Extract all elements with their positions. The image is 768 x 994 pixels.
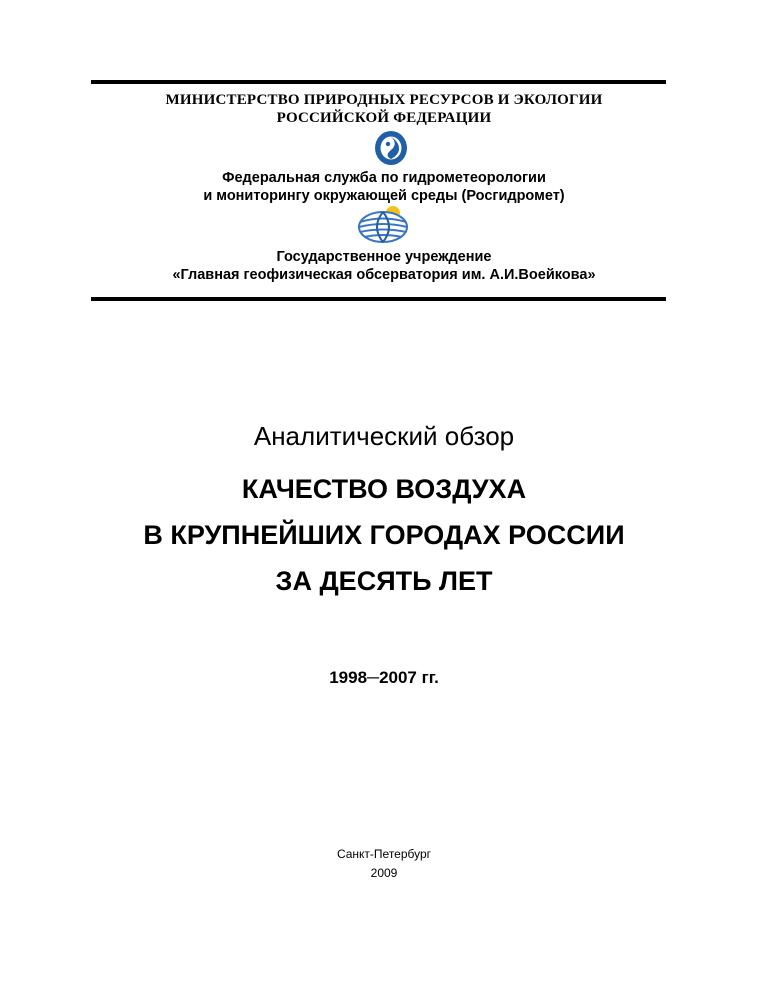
publication-city: Санкт-Петербург — [336, 847, 432, 861]
years-range: 1998─2007 гг. — [329, 668, 439, 687]
institution-line-2: «Главная геофизическая обсерватория им. А.И.Воейкова» — [172, 267, 596, 283]
ministry-line-1: МИНИСТЕРСТВО ПРИРОДНЫХ РЕСУРСОВ И ЭКОЛОГИИ — [165, 92, 603, 108]
title-line-1: КАЧЕСТВО ВОЗДУХА — [241, 474, 527, 504]
ministry-line-2: РОССИЙСКОЙ ФЕДЕРАЦИИ — [276, 110, 492, 126]
title-line-2: В КРУПНЕЙШИХ ГОРОДАХ РОССИИ — [143, 520, 625, 550]
service-line-1: Федеральная служба по гидрометеорологии — [222, 170, 546, 186]
report-type: Аналитический обзор — [253, 421, 515, 451]
roshydromet-emblem-icon — [374, 130, 408, 166]
title-line-3: ЗА ДЕСЯТЬ ЛЕТ — [275, 566, 493, 596]
top-rule — [91, 80, 666, 84]
bottom-rule — [91, 297, 666, 301]
globe-emblem-icon — [355, 205, 411, 245]
institution-line-1: Государственное учреждение — [276, 249, 492, 265]
publication-year: 2009 — [370, 866, 398, 880]
service-line-2: и мониторингу окружающей среды (Росгидромет) — [203, 188, 565, 204]
